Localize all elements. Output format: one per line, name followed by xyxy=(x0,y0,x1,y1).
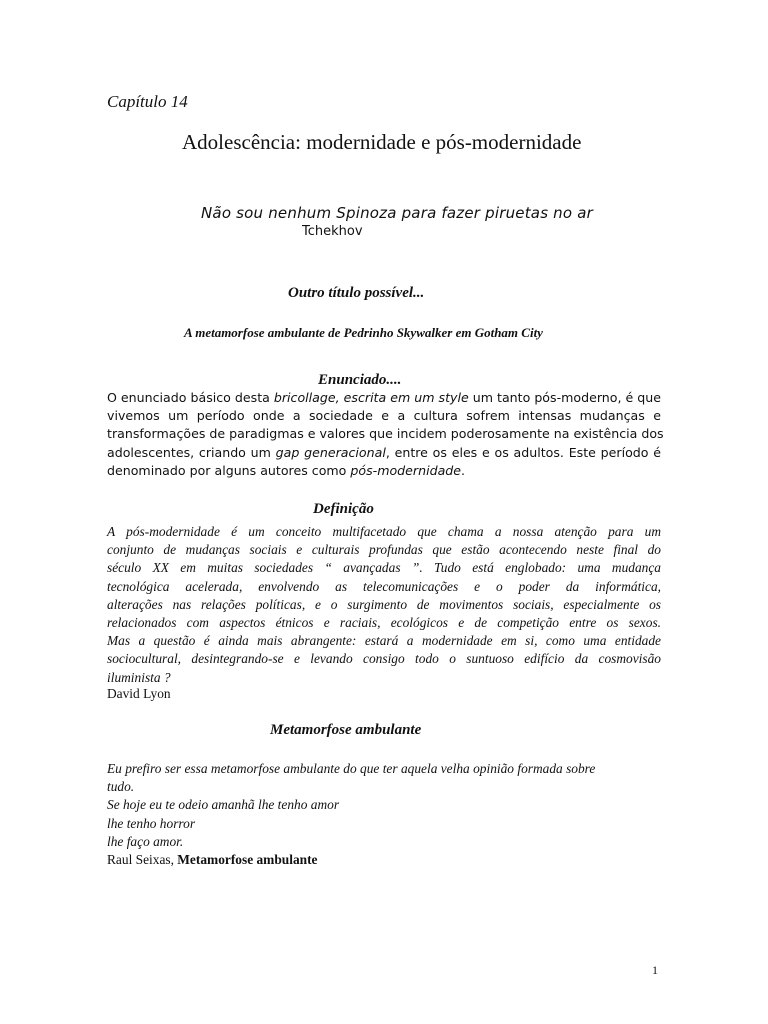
paragraph-line: denominado por alguns autores como pós-modernidade. xyxy=(107,462,466,478)
quote-line: A pós-modernidade é um conceito multifacetado que chama a nossa atenção para um xyxy=(107,524,661,539)
paragraph-line: transformações de paradigmas e valores que incidem poderosamente na existência dos xyxy=(107,426,664,442)
chapter-label: Capítulo 14 xyxy=(107,92,188,111)
enunciado-paragraph xyxy=(107,389,664,480)
paragraph-line: adolescentes, criando um gap generacional, entre os eles e os adultos. Este período é xyxy=(107,444,661,460)
alternate-title-heading: Outro título possível... xyxy=(288,285,425,301)
lyric-line: Se hoje eu te odeio amanhã lhe tenho amor xyxy=(107,797,340,813)
section-heading-definicao: Definição xyxy=(313,501,374,517)
lyric-line: Eu prefiro ser essa metamorfose ambulante do que ter aquela velha opinião formada sobre xyxy=(107,761,596,776)
quote-line: conjunto de mudanças sociais e culturais profundas que estão acontecendo neste final do xyxy=(107,542,661,558)
paragraph-line: O enunciado básico desta bricollage, escrita em um style um tanto pós-moderno, é que xyxy=(107,390,661,405)
lyric-line: lhe tenho horror xyxy=(107,815,196,831)
page-title: Adolescência: modernidade e pós-modernidade xyxy=(182,130,582,154)
quote-line: tecnológica acelerada, envolvendo as telecomunicações e o poder da informática, xyxy=(107,578,661,594)
definicao-quote xyxy=(107,523,661,687)
section-heading-enunciado: Enunciado.... xyxy=(318,372,402,388)
alternate-title-subtitle: A metamorfose ambulante de Pedrinho Skywalker em Gotham City xyxy=(184,325,543,340)
page-number: 1 xyxy=(652,963,658,977)
paragraph-line: vivemos um período onde a sociedade e a cultura sofrem intensas mudanças e xyxy=(107,408,661,424)
lyric-line: lhe faço amor. xyxy=(107,833,184,849)
section-heading-metamorfose: Metamorfose ambulante xyxy=(270,722,422,738)
metamorfose-lyrics xyxy=(107,760,661,869)
quote-line: Mas a questão é ainda mais abrangente: estará a modernidade em si, como uma entidade xyxy=(107,633,661,649)
quote-line: relacionados com aspectos étnicos e raciais, ecológicos e de competição entre os sexos. xyxy=(107,615,661,631)
definicao-author: David Lyon xyxy=(107,686,171,701)
quote-line: alterações nas relações políticas, e o surgimento de movimentos sociais, especialmente os xyxy=(107,596,661,612)
quote-line: século XX em muitas sociedades “ avançadas ”. Tudo está englobado: uma mudança xyxy=(107,560,661,576)
epigraph-author: Tchekhov xyxy=(302,224,363,239)
quote-line: sociocultural, desintegrando-se e levando consigo todo o suntuoso edifício da cosmovisão xyxy=(107,651,661,667)
epigraph-quote: Não sou nenhum Spinoza para fazer piruetas no ar xyxy=(201,204,593,222)
quote-line: iluminista ? xyxy=(107,669,171,685)
lyric-line: tudo. xyxy=(107,779,135,795)
lyric-credit: Raul Seixas, Metamorfose ambulante xyxy=(107,852,318,868)
